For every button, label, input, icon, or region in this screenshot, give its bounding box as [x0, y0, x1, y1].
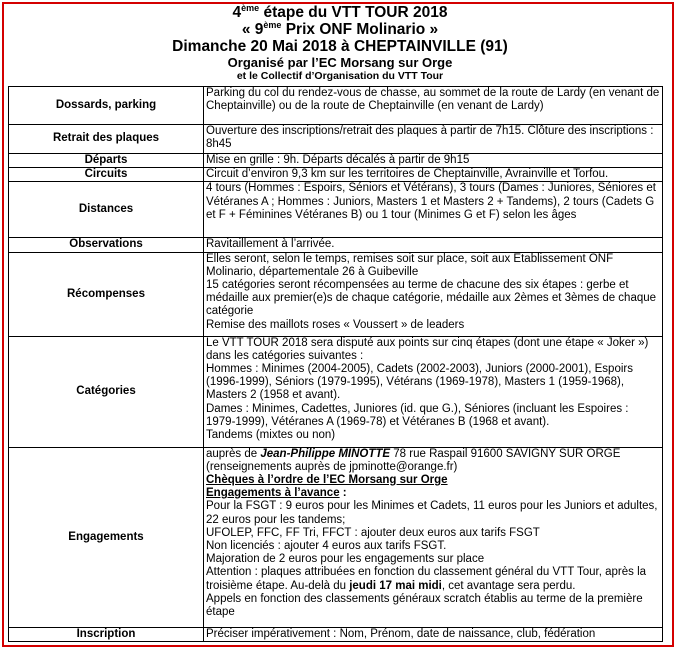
stage-number: 4: [232, 4, 242, 21]
engagements-ufolep: UFOLEP, FFC, FF Tri, FFCT : ajouter deux euros aux tarifs FSGT: [206, 526, 540, 539]
value-departs: Mise en grille : 9h. Départs décalés à partir de 9h15: [204, 154, 663, 168]
label-observations: Observations: [9, 238, 204, 252]
label-inscription: Inscription: [9, 627, 204, 641]
label-circuits: Circuits: [9, 168, 204, 182]
engagements-fsgt: Pour la FSGT : 9 euros pour les Minimes et Cadets, 11 euros pour les Juniors et adultes, 22 euros pour les tandems;: [206, 500, 658, 526]
deadline: jeudi 17 mai midi: [349, 579, 442, 592]
label-recompenses: Récompenses: [9, 252, 204, 336]
advance-heading: Engagements à l’avance: [206, 487, 340, 500]
row-inscription: [9, 627, 663, 641]
value-recompenses: [204, 252, 663, 336]
attention-post: , cet avantage sera perdu.: [441, 579, 576, 592]
attention-pre: Attention : plaques attribuées en fonction du classement général du VTT Tour, après la troisième étape. Au-delà du: [206, 566, 647, 592]
recompenses-p1: Elles seront, selon le temps, remises soit sur place, soit aux Etablissement ONF Molinario, départementale 26 à Guibeville: [206, 252, 614, 278]
categories-p1: Le VTT TOUR 2018 sera disputé aux points sur cinq étapes (dont une étape « Joker ») dans les catégories suivantes :: [206, 336, 649, 362]
row-retrait: [9, 125, 663, 154]
organizer: Organisé par l’EC Morsang sur Orge: [227, 55, 453, 70]
value-distances: 4 tours (Hommes : Espoirs, Séniors et Vétérans), 3 tours (Dames : Juniores, Séniores et Vétéranes A ; Hommes : Juniors, Masters 1 et Masters 2 + Tandems), 2 tours (Cadets G et F + Féminines Vétéranes B) ou 1 tour (Minimes G et F) selon les âges: [204, 182, 663, 238]
engagements-cheques: Chèques à l’ordre de l’EC Morsang sur Orge: [206, 474, 448, 487]
value-observations: Ravitaillement à l’arrivée.: [204, 238, 663, 252]
prize-title: Prix ONF Molinario »: [281, 21, 439, 38]
label-distances: Distances: [9, 182, 204, 238]
document-header: [0, 4, 680, 82]
prize-pre: « 9: [241, 21, 264, 38]
stage-title: étape du VTT TOUR 2018: [259, 4, 448, 21]
engagements-attention: [206, 566, 660, 592]
value-circuits: Circuit d’environ 9,3 km sur les territoires de Cheptainville, Avrainville et Torfou.: [204, 168, 663, 182]
engagements-appels: Appels en fonction des classements généraux scratch établis au terme de la première étape: [206, 592, 643, 619]
label-categories: Catégories: [9, 336, 204, 447]
stage-sup: ème: [241, 2, 260, 13]
recompenses-p2: 15 catégories seront récompensées au terme de chacune des six étapes : gerbe et médaille aux premier(e)s de chaque catégorie, médaille aux 2èmes et 3èmes de chaque catégorie: [206, 279, 657, 318]
engagements-majoration: Majoration de 2 euros pour les engagements sur place: [206, 553, 485, 566]
title-prize: [0, 21, 680, 38]
co-organizer: et le Collectif d’Organisation du VTT Tour: [236, 70, 444, 82]
row-circuits: [9, 168, 663, 182]
address-post: 78 rue Raspail 91600 SAVIGNY SUR ORGE: [390, 447, 621, 460]
recompenses-p3: Remise des maillots roses « Voussert » de leaders: [206, 318, 465, 331]
engagements-contact: (renseignements auprès de jpminotte@orange.fr): [206, 460, 458, 473]
value-categories: [204, 336, 663, 447]
info-table: [8, 86, 663, 642]
row-observations: [9, 238, 663, 252]
engagements-advance: [206, 487, 660, 500]
label-retrait: Retrait des plaques: [9, 125, 204, 154]
address-pre: auprès de: [206, 447, 261, 460]
value-engagements: [204, 447, 663, 627]
event-date: Dimanche 20 Mai 2018 à CHEPTAINVILLE (91): [172, 38, 508, 55]
contact-name: Jean-Philippe MINOTTE: [260, 447, 391, 460]
value-inscription: Préciser impérativement : Nom, Prénom, date de naissance, club, fédération: [204, 627, 663, 641]
title-stage: [0, 4, 680, 21]
engagements-address: [206, 448, 660, 461]
prize-sup: ème: [263, 19, 282, 30]
engagements-non-licencies: Non licenciés : ajouter 4 euros aux tarifs FSGT.: [206, 540, 447, 553]
value-dossards: Parking du col du rendez-vous de chasse, au sommet de la route de Lardy (en venant de Cheptainville) ou de la route de Cheptainville (en venant de Lardy): [204, 87, 663, 125]
value-retrait: Ouverture des inscriptions/retrait des plaques à partir de 7h15. Clôture des inscriptions : 8h45: [204, 125, 663, 154]
advance-colon: :: [339, 487, 347, 500]
label-engagements: Engagements: [9, 447, 204, 627]
row-engagements: [9, 447, 663, 627]
label-dossards: Dossards, parking: [9, 87, 204, 125]
row-dossards: [9, 87, 663, 125]
row-departs: [9, 154, 663, 168]
row-categories: [9, 336, 663, 447]
categories-p4: Tandems (mixtes ou non): [206, 429, 336, 442]
categories-p2: Hommes : Minimes (2004-2005), Cadets (2002-2003), Juniors (2000-2001), Espoirs (1996-1999), Séniors (1979-1995), Vétérans (1969-1978), Masters 1 (1959-1968), Masters 2 (1958 et avant).: [206, 363, 633, 402]
row-distances: [9, 182, 663, 238]
categories-p3: Dames : Minimes, Cadettes, Juniores (id. que G.), Séniores (incluant les Espoires : 1979-1999), Vétéranes A (1969-78) et Vétéranes B (1968 et avant).: [206, 402, 629, 428]
label-departs: Départs: [9, 154, 204, 168]
row-recompenses: [9, 252, 663, 336]
